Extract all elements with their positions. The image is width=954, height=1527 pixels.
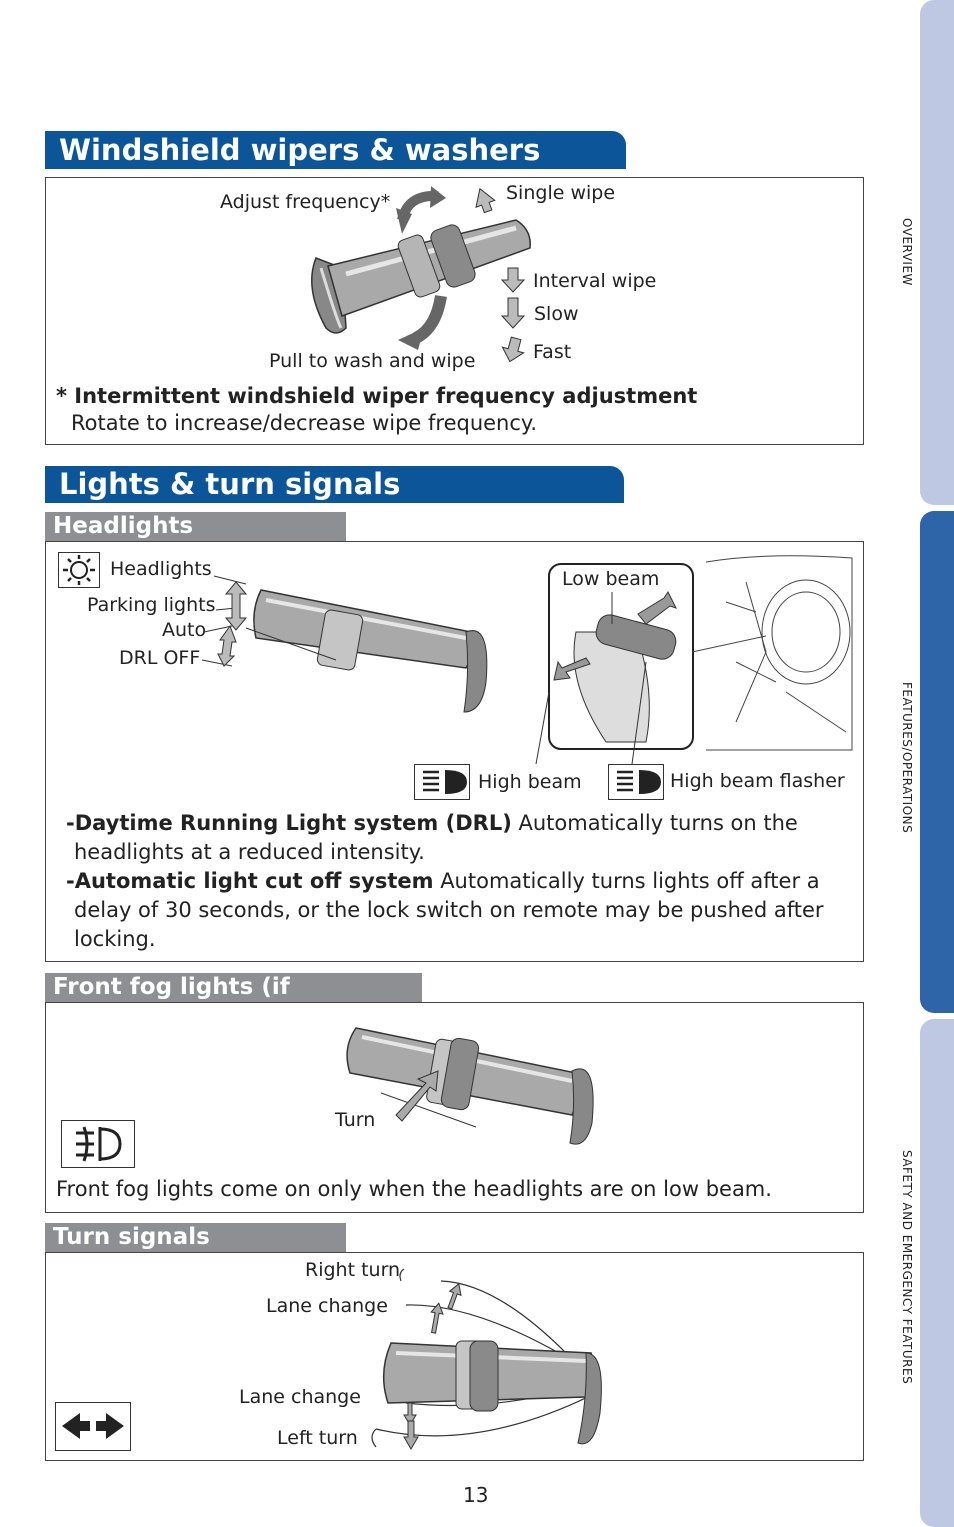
headlights-box [45,541,864,962]
turn-stalk-illustration [46,1253,865,1462]
page-number: 13 [463,1483,489,1507]
subtitle-fog: Front fog lights (if [45,973,422,1002]
label-auto: Auto [162,619,207,641]
fog-stalk-illustration [46,1003,865,1163]
tab-label-features: FEATURES/OPERATIONS [900,682,914,834]
cutoff-text: Automatically turns lights off after a delay of 30 seconds, or the lock switch on remote may be pushed after locking. [74,869,824,951]
label-fog-turn: Turn [335,1109,376,1131]
high-beam-icon [414,764,470,800]
label-interval-wipe: Interval wipe [533,270,657,292]
label-parking-lights: Parking lights [87,594,216,616]
label-high-beam: High beam [478,771,582,793]
turn-signals-box [45,1252,864,1461]
drl-title: -Daytime Running Light system (DRL) [66,811,512,835]
label-high-beam-flasher: High beam flasher [670,770,845,792]
label-lane-change-up: Lane change [266,1295,388,1317]
label-right-turn: Right turn [305,1259,401,1281]
headlight-stalk-illustration [46,542,865,782]
wiper-note-text: Rotate to increase/decrease wipe frequency. [71,411,538,435]
tab-features-operations[interactable] [920,511,954,1013]
label-slow: Slow [534,303,579,325]
subtitle-turn-signals: Turn signals [45,1223,346,1252]
section-title-lights: Lights & turn signals [45,466,624,503]
subtitle-headlights: Headlights [45,512,346,541]
drl-description [66,809,856,954]
tab-label-overview: OVERVIEW [900,218,914,286]
label-fast: Fast [533,341,572,363]
tab-overview[interactable] [920,0,954,505]
fog-note: Front fog lights come on only when the headlights are on low beam. [56,1177,772,1201]
label-adjust-frequency: Adjust frequency* [220,191,391,213]
label-lane-change-down: Lane change [239,1386,361,1408]
tab-label-safety: SAFETY AND EMERGENCY FEATURES [900,1150,914,1385]
high-beam-flasher-icon [608,764,664,800]
cutoff-title: -Automatic light cut off system [66,869,434,893]
wipers-box [45,177,864,445]
fog-box [45,1002,864,1213]
label-headlights: Headlights [110,558,212,580]
label-low-beam: Low beam [562,568,660,590]
label-single-wipe: Single wipe [506,182,616,204]
label-pull-to-wash: Pull to wash and wipe [269,350,476,372]
drl-text: Automatically turns on the headlights at a reduced intensity. [74,811,798,864]
wiper-note-title: * Intermittent windshield wiper frequency adjustment [56,384,698,408]
turn-arrows-icon [55,1402,131,1451]
tab-safety[interactable] [920,1019,954,1527]
front-fog-icon [61,1120,135,1168]
section-title-wipers: Windshield wipers & washers [45,131,626,169]
label-drl-off: DRL OFF [119,647,201,669]
label-left-turn: Left turn [277,1427,358,1449]
